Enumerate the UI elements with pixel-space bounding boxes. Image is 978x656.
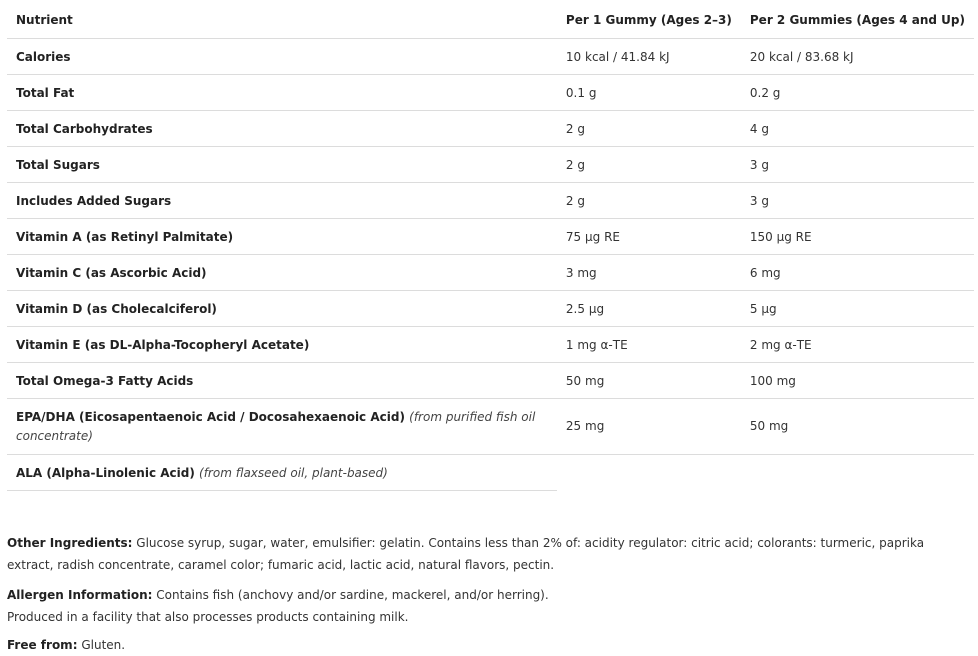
table-row xyxy=(7,291,974,327)
value-per-2-gummies xyxy=(741,455,974,491)
value-per-1-gummy: 2 g xyxy=(557,111,741,147)
table-row xyxy=(7,39,974,75)
nutrient-name: Total Carbohydrates xyxy=(7,111,557,147)
free-from-label: Free from: xyxy=(7,638,78,652)
value-per-1-gummy: 75 µg RE xyxy=(557,219,741,255)
value-per-2-gummies: 0.2 g xyxy=(741,75,974,111)
other-ingredients-label: Other Ingredients: xyxy=(7,536,133,550)
value-per-1-gummy: 1 mg α-TE xyxy=(557,327,741,363)
nutrient-name: EPA/DHA (Eicosapentaenoic Acid / Docosahexaenoic Acid) xyxy=(16,409,405,424)
nutrient-cell xyxy=(7,455,557,491)
nutrient-name: Vitamin D (as Cholecalciferol) xyxy=(7,291,557,327)
allergen-text: Contains fish (anchovy and/or sardine, mackerel, and/or herring). xyxy=(156,588,549,602)
value-per-2-gummies: 2 mg α-TE xyxy=(741,327,974,363)
value-per-2-gummies: 5 µg xyxy=(741,291,974,327)
value-per-1-gummy: 2.5 µg xyxy=(557,291,741,327)
nutrient-name: Calories xyxy=(7,39,557,75)
nutrient-name: Vitamin A (as Retinyl Palmitate) xyxy=(7,219,557,255)
allergen-facility-note: Produced in a facility that also processes products containing milk. xyxy=(7,610,409,624)
table-row xyxy=(7,75,974,111)
allergen-information xyxy=(7,584,967,628)
table-row xyxy=(7,255,974,291)
nutrient-source-note: (from flaxseed oil, plant-based) xyxy=(199,465,388,480)
nutrient-name: Includes Added Sugars xyxy=(7,183,557,219)
value-per-2-gummies: 4 g xyxy=(741,111,974,147)
value-per-1-gummy: 2 g xyxy=(557,183,741,219)
allergen-label: Allergen Information: xyxy=(7,588,153,602)
table-row xyxy=(7,183,974,219)
table-row xyxy=(7,219,974,255)
table-row xyxy=(7,327,974,363)
free-from xyxy=(7,634,967,656)
value-per-2-gummies: 100 mg xyxy=(741,363,974,399)
value-per-2-gummies: 3 g xyxy=(741,147,974,183)
value-per-2-gummies: 150 µg RE xyxy=(741,219,974,255)
value-per-2-gummies: 6 mg xyxy=(741,255,974,291)
nutrient-name: Total Omega-3 Fatty Acids xyxy=(7,363,557,399)
nutrient-name: Vitamin C (as Ascorbic Acid) xyxy=(7,255,557,291)
table-row xyxy=(7,363,974,399)
value-per-2-gummies: 20 kcal / 83.68 kJ xyxy=(741,39,974,75)
column-header-per-2-gummies: Per 2 Gummies (Ages 4 and Up) xyxy=(741,2,974,39)
value-per-2-gummies: 3 g xyxy=(741,183,974,219)
nutrient-name: Vitamin E (as DL-Alpha-Tocopheryl Acetate) xyxy=(7,327,557,363)
value-per-1-gummy: 2 g xyxy=(557,147,741,183)
table-row xyxy=(7,147,974,183)
other-ingredients-text: Glucose syrup, sugar, water, emulsifier: gelatin. Contains less than 2% of: acidity regulator: citric acid; colorants: turmeric, paprika extract, radish concentrate, caramel color; fumaric acid, lactic acid, natural flavors, pectin. xyxy=(7,536,925,572)
nutrient-source-note: (from purified fish oil concentrate) xyxy=(16,409,536,443)
free-from-text: Gluten. xyxy=(81,638,126,652)
value-per-1-gummy: 50 mg xyxy=(557,363,741,399)
nutrient-name: Total Sugars xyxy=(7,147,557,183)
column-header-nutrient: Nutrient xyxy=(7,2,557,39)
value-per-1-gummy: 10 kcal / 41.84 kJ xyxy=(557,39,741,75)
value-per-1-gummy: 25 mg xyxy=(557,399,741,455)
table-row xyxy=(7,111,974,147)
table-row xyxy=(7,399,974,455)
value-per-1-gummy: 3 mg xyxy=(557,255,741,291)
nutrition-table xyxy=(7,2,974,491)
nutrient-cell xyxy=(7,399,557,455)
table-header-row xyxy=(7,2,974,39)
nutrient-name: ALA (Alpha-Linolenic Acid) xyxy=(16,465,195,480)
value-per-2-gummies: 50 mg xyxy=(741,399,974,455)
nutrient-name: Total Fat xyxy=(7,75,557,111)
table-row xyxy=(7,455,974,491)
value-per-1-gummy xyxy=(557,455,741,491)
value-per-1-gummy: 0.1 g xyxy=(557,75,741,111)
column-header-per-1-gummy: Per 1 Gummy (Ages 2–3) xyxy=(557,2,741,39)
other-ingredients xyxy=(7,532,967,576)
